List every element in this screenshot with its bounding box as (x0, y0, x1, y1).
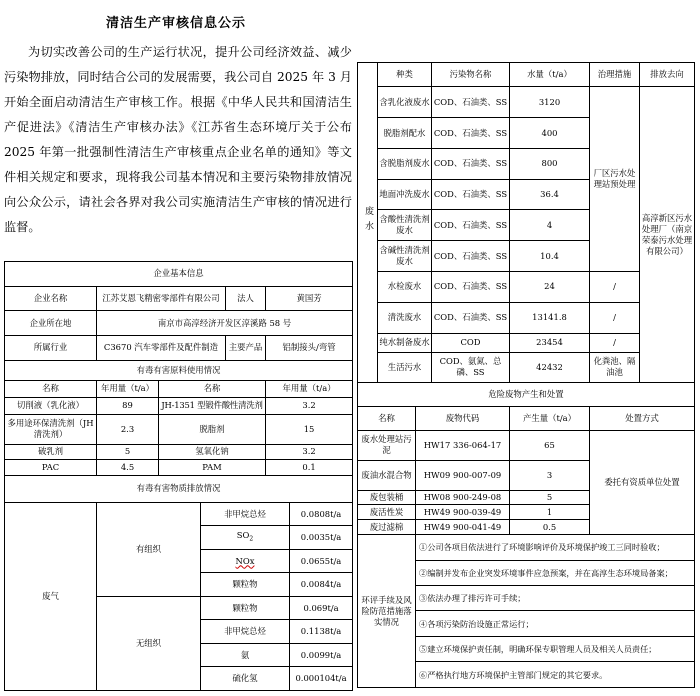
wastewater-category: 废水 (358, 63, 378, 383)
emission-category: 废气 (5, 502, 97, 690)
so2-subscript: 2 (249, 535, 254, 543)
basic-info-header: 企业基本信息 (5, 262, 353, 287)
water-measure-living: 化粪池、隔油池 (590, 352, 640, 383)
raw-col-usage: 年用量（t/a） (97, 380, 159, 397)
hazard-col-amount: 产生量（t/a） (510, 406, 590, 430)
water-amount: 24 (510, 271, 590, 302)
water-amount: 800 (510, 148, 590, 179)
emission-unorganized-label: 无组织 (97, 596, 201, 690)
water-col-type: 种类 (378, 63, 432, 87)
company-address-value: 南京市高淳经济开发区淳溪路 58 号 (97, 311, 353, 336)
water-type: 生活污水 (378, 352, 432, 383)
raw-material-header: 有毒有害原料使用情况 (5, 360, 353, 380)
raw-material-usage: 15 (266, 415, 353, 444)
hazard-code: HW08 900-249-08 (416, 490, 510, 505)
water-pollutant: COD、石油类、SS (432, 271, 510, 302)
env-item: ①公司各项目依法进行了环境影响评价及环境保护竣工三同时验收； (416, 535, 695, 560)
so2-text: SO (236, 530, 250, 541)
raw-col-usage: 年用量（t/a） (266, 380, 353, 397)
emission-amount: 0.0035t/a (290, 526, 353, 550)
raw-material-usage: 4.5 (97, 460, 159, 476)
emission-organized-label: 有组织 (97, 502, 201, 596)
raw-material-name: 切削液（乳化液） (5, 397, 97, 415)
raw-col-name: 名称 (159, 380, 266, 397)
intro-paragraph: 为切实改善公司的生产运行状况，提升公司经济效益、减少污染物排放，同时结合公司的发展需要，我公司自 2025 年 3 月开始全面启动清洁生产审核工作。根据《中华人民共和国清洁生产促进法》《清洁生产审核办法》《江苏省生态环境厅关于公布 2025 年第一批强制性清洁生产审核重点企业名单的通知》等文件相关规定和要求，现将我公司基本情况和主要污染物排放情况向公众公示，请社会各界对我公司实施清洁生产审核的情况进行监督。 (4, 45, 352, 234)
raw-material-name: 多用途环保清洗剂（JH 清洗剂） (5, 415, 97, 444)
raw-material-usage: 5 (97, 444, 159, 460)
raw-material-name: JH-1351 型锻件酸性清洗剂 (159, 397, 266, 415)
water-amount: 36.4 (510, 179, 590, 210)
main-product-label: 主要产品 (226, 335, 266, 360)
hazard-amount: 5 (510, 490, 590, 505)
hazard-header: 危险废物产生和处置 (358, 383, 695, 406)
water-pollutant: COD、石油类、SS (432, 210, 510, 241)
hazard-code: HW49 900-041-49 (416, 520, 510, 535)
water-measure-none: / (590, 271, 640, 302)
hazard-amount: 0.5 (510, 520, 590, 535)
emission-pollutant (201, 526, 290, 550)
water-type: 地面冲洗废水 (378, 179, 432, 210)
hazard-code: HW17 336-064-17 (416, 431, 510, 461)
raw-material-name: 破乳剂 (5, 444, 97, 460)
water-type: 清洗废水 (378, 302, 432, 333)
nox-text: NOx (235, 555, 255, 566)
emission-pollutant: 非甲烷总烃 (201, 502, 290, 526)
main-product-value: 铝制接头/弯管 (266, 335, 353, 360)
raw-material-usage: 3.2 (266, 444, 353, 460)
water-amount: 23454 (510, 333, 590, 352)
emission-header: 有毒有害物质排放情况 (5, 475, 353, 502)
water-type: 含乳化液废水 (378, 87, 432, 118)
emission-pollutant: 硫化氢 (201, 667, 290, 691)
right-info-table (357, 62, 695, 688)
raw-material-usage: 89 (97, 397, 159, 415)
emission-pollutant: 氨 (201, 643, 290, 667)
emission-amount: 0.0099t/a (290, 643, 353, 667)
water-type: 含脱脂剂废水 (378, 148, 432, 179)
emission-amount: 0.0808t/a (290, 502, 353, 526)
water-amount: 42432 (510, 352, 590, 383)
emission-amount: 0.069t/a (290, 596, 353, 620)
env-compliance-label: 环评手续及风险防范措施落实情况 (358, 535, 416, 688)
water-measure-main: 厂区污水处理站预处理 (590, 87, 640, 272)
raw-material-usage: 3.2 (266, 397, 353, 415)
water-amount: 4 (510, 210, 590, 241)
legal-person-value: 黄国芳 (266, 286, 353, 311)
water-amount: 400 (510, 118, 590, 149)
hazard-amount: 1 (510, 505, 590, 520)
water-amount: 3120 (510, 87, 590, 118)
raw-material-name: 脱脂剂 (159, 415, 266, 444)
env-item: ⑥严格执行地方环境保护主管部门规定的其它要求。 (416, 662, 695, 688)
water-pollutant: COD、石油类、SS (432, 241, 510, 272)
water-pollutant: COD、石油类、SS (432, 148, 510, 179)
emission-pollutant: 颗粒物 (201, 573, 290, 597)
industry-label: 所属行业 (5, 335, 97, 360)
water-pollutant: COD (432, 333, 510, 352)
legal-person-label: 法人 (226, 286, 266, 311)
env-item: ⑤建立环境保护责任制，明确环保专职管理人员及相关人员责任； (416, 636, 695, 661)
hazard-amount: 65 (510, 431, 590, 461)
emission-pollutant (201, 549, 290, 573)
hazard-name: 废油水混合物 (358, 460, 416, 490)
water-pollutant: COD、石油类、SS (432, 302, 510, 333)
water-type: 纯水制备废水 (378, 333, 432, 352)
water-type: 含酸性清洗剂废水 (378, 210, 432, 241)
hazard-method: 委托有资质单位处置 (590, 431, 695, 535)
water-measure-none: / (590, 302, 640, 333)
company-address-label: 企业所在地 (5, 311, 97, 336)
hazard-name: 废过滤棉 (358, 520, 416, 535)
emission-pollutant: 颗粒物 (201, 596, 290, 620)
emission-pollutant: 非甲烷总烃 (201, 620, 290, 644)
emission-amount: 0.000104t/a (290, 667, 353, 691)
hazard-code: HW49 900-039-49 (416, 505, 510, 520)
water-col-dest: 排放去向 (640, 63, 695, 87)
raw-material-usage: 0.1 (266, 460, 353, 476)
raw-material-usage: 2.3 (97, 415, 159, 444)
hazard-name: 废包装桶 (358, 490, 416, 505)
env-item: ②编制并发布企业突发环境事件应急预案，并在高淳生态环境局备案； (416, 560, 695, 585)
water-measure-none: / (590, 333, 640, 352)
water-pollutant: COD、石油类、SS (432, 87, 510, 118)
water-amount: 10.4 (510, 241, 590, 272)
emission-amount: 0.1138t/a (290, 620, 353, 644)
industry-value: C3670 汽车零部件及配件制造 (97, 335, 226, 360)
water-pollutant: COD、石油类、SS (432, 118, 510, 149)
page-title: 清洁生产审核信息公示 (105, 16, 246, 31)
water-type: 脱脂剂配水 (378, 118, 432, 149)
water-destination: 高淳新区污水处理厂（南京荣泰污水处理有限公司） (640, 87, 695, 383)
hazard-amount: 3 (510, 460, 590, 490)
water-pollutant: COD、石油类、SS (432, 179, 510, 210)
emission-amount: 0.0655t/a (290, 549, 353, 573)
raw-material-name: PAC (5, 460, 97, 476)
water-col-amount: 水量（t/a） (510, 63, 590, 87)
company-name-value: 江苏艾恩飞精密零部件有限公司 (97, 286, 226, 311)
left-info-table (4, 261, 353, 691)
water-amount: 13141.8 (510, 302, 590, 333)
water-type: 含碱性清洗剂废水 (378, 241, 432, 272)
env-item: ③依法办理了排污许可手续； (416, 585, 695, 610)
raw-material-name: PAM (159, 460, 266, 476)
env-item: ④各项污染防治设施正常运行； (416, 611, 695, 636)
hazard-name: 废水处理站污泥 (358, 431, 416, 461)
water-type: 水检废水 (378, 271, 432, 302)
raw-material-name: 氢氧化钠 (159, 444, 266, 460)
hazard-col-name: 名称 (358, 406, 416, 430)
hazard-code: HW09 900-007-09 (416, 460, 510, 490)
company-name-label: 企业名称 (5, 286, 97, 311)
emission-amount: 0.0084t/a (290, 573, 353, 597)
hazard-col-method: 处置方式 (590, 406, 695, 430)
water-col-pollutant: 污染物名称 (432, 63, 510, 87)
hazard-name: 废活性炭 (358, 505, 416, 520)
hazard-col-code: 废物代码 (416, 406, 510, 430)
water-col-measure: 治理措施 (590, 63, 640, 87)
raw-col-name: 名称 (5, 380, 97, 397)
water-pollutant: COD、氨氮、总磷、SS (432, 352, 510, 383)
